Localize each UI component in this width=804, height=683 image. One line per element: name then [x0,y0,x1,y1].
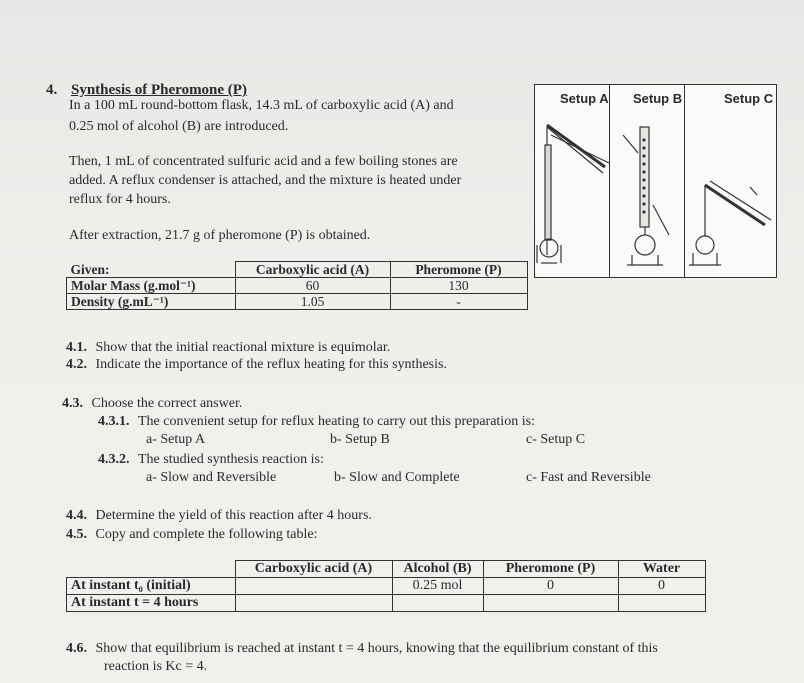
cell-pheromone-t4[interactable] [483,595,618,612]
q4-6-line-1: Show that equilibrium is reached at instant t = 4 hours, knowing that the equilibrium constant of this [95,641,658,656]
q4-5-text: Copy and complete the following table: [95,527,318,542]
table-row-t4 [67,595,706,612]
q4-6 [66,640,658,657]
q4-4-number: 4.4. [66,508,87,523]
given-cell: 60 [235,278,390,294]
apparatus-drawing [535,85,776,277]
given-row-density [67,294,528,310]
q4-3-2-option-a[interactable]: a- Slow and Reversible [146,470,277,485]
intro-line-1: In a 100 mL round-bottom flask, 14.3 mL of carboxylic acid (A) and [69,98,454,113]
setup-a-label: Setup A [560,91,609,106]
given-cell: - [390,294,527,310]
extraction-line: After extraction, 21.7 g of pheromone (P) is obtained. [69,228,371,243]
cell-pheromone-initial[interactable]: 0 [483,578,618,595]
q4-3-1-number: 4.3.1. [98,414,130,429]
given-row-molar-mass [67,278,528,294]
reaction-table [66,560,706,612]
q4-1 [66,339,390,356]
q4-3-1-option-c[interactable]: c- Setup C [526,432,586,447]
question-title: Synthesis of Pheromone (P) [71,82,247,98]
q4-3-2 [98,451,324,468]
cell-water-initial[interactable]: 0 [618,578,705,595]
given-row-label: Molar Mass (g.mol⁻¹) [67,278,236,294]
q4-3-1-option-a[interactable]: a- Setup A [146,432,206,447]
header-acid: Carboxylic acid (A) [235,561,392,578]
given-label: Given: [67,262,236,278]
cell-water-t4[interactable] [618,595,705,612]
then-line-1: Then, 1 mL of concentrated sulfuric acid and a few boiling stones are [69,154,458,169]
q4-5-number: 4.5. [66,527,87,542]
q4-3-2-text: The studied synthesis reaction is: [138,452,324,467]
question-number: 4. [46,82,58,98]
q4-2-number: 4.2. [66,357,87,372]
q4-3-1 [98,413,535,430]
header-water: Water [618,561,705,578]
q4-3-1-option-b[interactable]: b- Setup B [330,432,390,447]
setups-figure [534,84,777,278]
header-alcohol: Alcohol (B) [392,561,483,578]
then-line-2: added. A reflux condenser is attached, and the mixture is heated under [69,173,462,188]
given-row-label: Density (g.mL⁻¹) [67,294,236,310]
given-cell: 130 [390,278,527,294]
q4-5 [66,526,318,543]
setup-c-label: Setup C [724,91,774,106]
q4-6-number: 4.6. [66,641,87,656]
q4-3-2-number: 4.3.2. [98,452,130,467]
q4-2 [66,356,447,373]
q4-3 [62,395,242,412]
q4-1-text: Show that the initial reactional mixture is equimolar. [95,340,391,355]
q4-4 [66,507,372,524]
reaction-table-header [67,561,706,578]
cell-alcohol-initial[interactable]: 0.25 mol [392,578,483,595]
given-header-pheromone: Pheromone (P) [390,262,527,278]
cell-acid-initial[interactable] [235,578,392,595]
q4-4-text: Determine the yield of this reaction after 4 hours. [95,508,372,523]
row-label-initial: At instant t₀ (initial) [67,578,236,595]
q4-3-1-text: The convenient setup for reflux heating to carry out this preparation is: [138,414,535,429]
q4-1-number: 4.1. [66,340,87,355]
q4-3-number: 4.3. [62,396,83,411]
setup-b-label: Setup B [633,91,683,106]
given-header-row [67,262,528,278]
given-header-acid: Carboxylic acid (A) [235,262,390,278]
given-table [66,261,528,310]
q4-3-2-option-b[interactable]: b- Slow and Complete [334,470,460,485]
cell-acid-t4[interactable] [235,595,392,612]
empty-corner [67,561,236,578]
then-line-3: reflux for 4 hours. [69,192,171,207]
q4-3-text: Choose the correct answer. [91,396,243,411]
table-row-initial [67,578,706,595]
header-pheromone: Pheromone (P) [483,561,618,578]
q4-6-line-2: reaction is Kc = 4. [104,659,208,674]
cell-alcohol-t4[interactable] [392,595,483,612]
q4-3-2-option-c[interactable]: c- Fast and Reversible [526,470,651,485]
intro-line-2: 0.25 mol of alcohol (B) are introduced. [69,119,289,134]
q4-2-text: Indicate the importance of the reflux heating for this synthesis. [95,357,447,372]
given-cell: 1.05 [235,294,390,310]
row-label-t4: At instant t = 4 hours [67,595,236,612]
